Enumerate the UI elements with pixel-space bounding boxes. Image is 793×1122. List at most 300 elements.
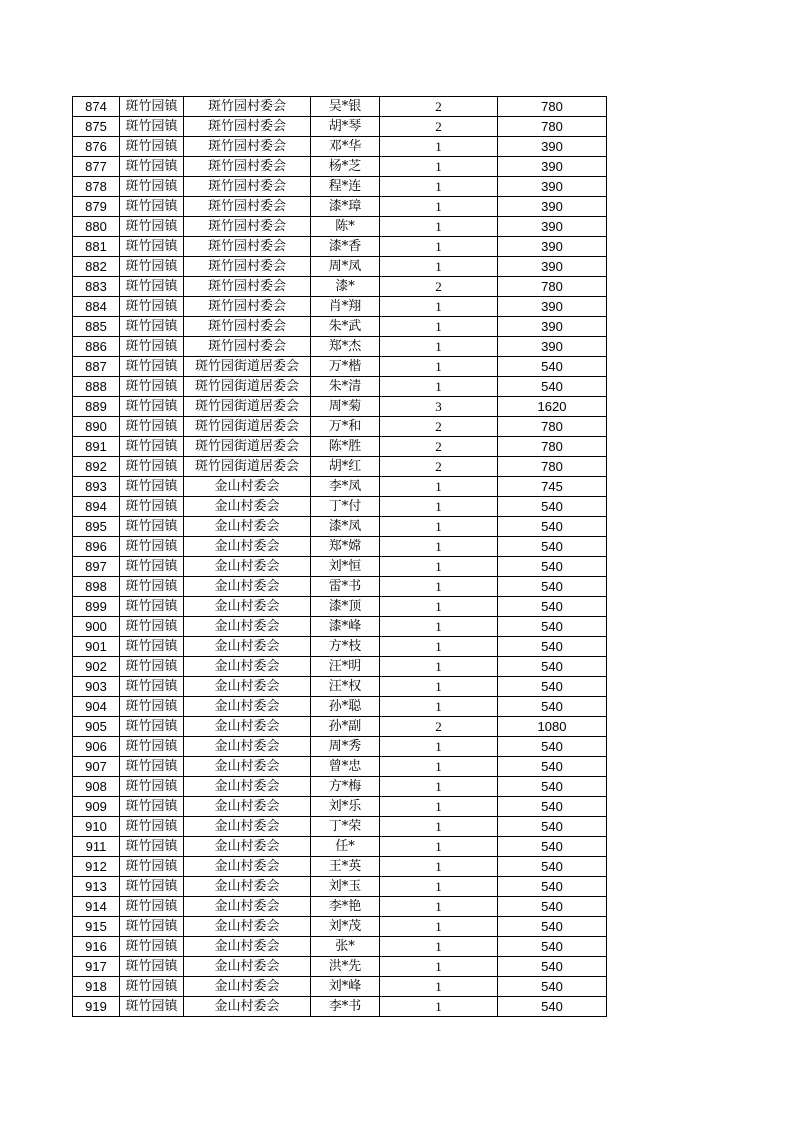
- name-cell: 漆*: [311, 277, 380, 297]
- row-number-cell: 917: [73, 957, 120, 977]
- row-number-cell: 880: [73, 217, 120, 237]
- amount-cell: 540: [498, 517, 607, 537]
- town-cell: 斑竹园镇: [120, 377, 184, 397]
- name-cell: 汪*权: [311, 677, 380, 697]
- table-row: [73, 857, 607, 877]
- committee-cell: 斑竹园街道居委会: [184, 397, 311, 417]
- name-cell: 方*梅: [311, 777, 380, 797]
- amount-cell: 1620: [498, 397, 607, 417]
- row-number-cell: 909: [73, 797, 120, 817]
- amount-cell: 540: [498, 657, 607, 677]
- table-row: [73, 97, 607, 117]
- table-row: [73, 417, 607, 437]
- amount-cell: 540: [498, 817, 607, 837]
- table-row: [73, 137, 607, 157]
- amount-cell: 540: [498, 357, 607, 377]
- row-number-cell: 904: [73, 697, 120, 717]
- table-row: [73, 657, 607, 677]
- amount-cell: 540: [498, 757, 607, 777]
- committee-cell: 金山村委会: [184, 777, 311, 797]
- row-number-cell: 898: [73, 577, 120, 597]
- name-cell: 朱*武: [311, 317, 380, 337]
- committee-cell: 金山村委会: [184, 517, 311, 537]
- committee-cell: 金山村委会: [184, 657, 311, 677]
- row-number-cell: 902: [73, 657, 120, 677]
- name-cell: 郑*嫦: [311, 537, 380, 557]
- amount-cell: 540: [498, 777, 607, 797]
- name-cell: 孙*聪: [311, 697, 380, 717]
- count-cell: 1: [380, 817, 498, 837]
- town-cell: 斑竹园镇: [120, 817, 184, 837]
- name-cell: 刘*恒: [311, 557, 380, 577]
- town-cell: 斑竹园镇: [120, 597, 184, 617]
- row-number-cell: 876: [73, 137, 120, 157]
- row-number-cell: 879: [73, 197, 120, 217]
- row-number-cell: 881: [73, 237, 120, 257]
- committee-cell: 金山村委会: [184, 577, 311, 597]
- town-cell: 斑竹园镇: [120, 437, 184, 457]
- amount-cell: 780: [498, 117, 607, 137]
- committee-cell: 斑竹园村委会: [184, 317, 311, 337]
- row-number-cell: 887: [73, 357, 120, 377]
- committee-cell: 斑竹园村委会: [184, 297, 311, 317]
- table-row: [73, 777, 607, 797]
- row-number-cell: 918: [73, 977, 120, 997]
- count-cell: 1: [380, 877, 498, 897]
- committee-cell: 金山村委会: [184, 497, 311, 517]
- name-cell: 方*枝: [311, 637, 380, 657]
- amount-cell: 540: [498, 957, 607, 977]
- table-row: [73, 977, 607, 997]
- count-cell: 1: [380, 237, 498, 257]
- town-cell: 斑竹园镇: [120, 957, 184, 977]
- row-number-cell: 905: [73, 717, 120, 737]
- count-cell: 1: [380, 677, 498, 697]
- count-cell: 1: [380, 157, 498, 177]
- table-row: [73, 237, 607, 257]
- count-cell: 1: [380, 357, 498, 377]
- row-number-cell: 884: [73, 297, 120, 317]
- count-cell: 1: [380, 857, 498, 877]
- name-cell: 刘*茂: [311, 917, 380, 937]
- committee-cell: 斑竹园村委会: [184, 217, 311, 237]
- town-cell: 斑竹园镇: [120, 417, 184, 437]
- amount-cell: 540: [498, 977, 607, 997]
- amount-cell: 540: [498, 877, 607, 897]
- amount-cell: 745: [498, 477, 607, 497]
- table-row: [73, 477, 607, 497]
- table-row: [73, 957, 607, 977]
- amount-cell: 390: [498, 197, 607, 217]
- name-cell: 任*: [311, 837, 380, 857]
- row-number-cell: 919: [73, 997, 120, 1017]
- row-number-cell: 912: [73, 857, 120, 877]
- table-row: [73, 677, 607, 697]
- table-row: [73, 157, 607, 177]
- row-number-cell: 877: [73, 157, 120, 177]
- row-number-cell: 913: [73, 877, 120, 897]
- count-cell: 1: [380, 977, 498, 997]
- amount-cell: 390: [498, 317, 607, 337]
- name-cell: 漆*香: [311, 237, 380, 257]
- committee-cell: 金山村委会: [184, 937, 311, 957]
- town-cell: 斑竹园镇: [120, 517, 184, 537]
- committee-cell: 金山村委会: [184, 797, 311, 817]
- amount-cell: 780: [498, 417, 607, 437]
- name-cell: 漆*凤: [311, 517, 380, 537]
- amount-cell: 540: [498, 637, 607, 657]
- name-cell: 丁*荣: [311, 817, 380, 837]
- amount-cell: 540: [498, 937, 607, 957]
- amount-cell: 540: [498, 677, 607, 697]
- count-cell: 1: [380, 757, 498, 777]
- committee-cell: 斑竹园村委会: [184, 137, 311, 157]
- count-cell: 1: [380, 497, 498, 517]
- name-cell: 杨*芝: [311, 157, 380, 177]
- count-cell: 1: [380, 377, 498, 397]
- town-cell: 斑竹园镇: [120, 137, 184, 157]
- town-cell: 斑竹园镇: [120, 457, 184, 477]
- count-cell: 1: [380, 297, 498, 317]
- town-cell: 斑竹园镇: [120, 117, 184, 137]
- name-cell: 邓*华: [311, 137, 380, 157]
- count-cell: 1: [380, 797, 498, 817]
- count-cell: 2: [380, 457, 498, 477]
- row-number-cell: 911: [73, 837, 120, 857]
- amount-cell: 540: [498, 597, 607, 617]
- amount-cell: 390: [498, 177, 607, 197]
- count-cell: 1: [380, 777, 498, 797]
- committee-cell: 金山村委会: [184, 737, 311, 757]
- count-cell: 1: [380, 937, 498, 957]
- count-cell: 2: [380, 117, 498, 137]
- table-row: [73, 717, 607, 737]
- town-cell: 斑竹园镇: [120, 237, 184, 257]
- committee-cell: 金山村委会: [184, 917, 311, 937]
- committee-cell: 金山村委会: [184, 997, 311, 1017]
- town-cell: 斑竹园镇: [120, 717, 184, 737]
- count-cell: 1: [380, 597, 498, 617]
- count-cell: 1: [380, 957, 498, 977]
- committee-cell: 斑竹园村委会: [184, 277, 311, 297]
- table-row: [73, 457, 607, 477]
- town-cell: 斑竹园镇: [120, 997, 184, 1017]
- town-cell: 斑竹园镇: [120, 657, 184, 677]
- name-cell: 陈*胜: [311, 437, 380, 457]
- amount-cell: 540: [498, 577, 607, 597]
- table-row: [73, 757, 607, 777]
- committee-cell: 金山村委会: [184, 477, 311, 497]
- count-cell: 1: [380, 257, 498, 277]
- amount-cell: 540: [498, 557, 607, 577]
- town-cell: 斑竹园镇: [120, 677, 184, 697]
- count-cell: 1: [380, 617, 498, 637]
- amount-cell: 390: [498, 337, 607, 357]
- count-cell: 1: [380, 917, 498, 937]
- count-cell: 1: [380, 737, 498, 757]
- count-cell: 1: [380, 137, 498, 157]
- row-number-cell: 878: [73, 177, 120, 197]
- committee-cell: 金山村委会: [184, 977, 311, 997]
- row-number-cell: 901: [73, 637, 120, 657]
- row-number-cell: 916: [73, 937, 120, 957]
- committee-cell: 斑竹园村委会: [184, 237, 311, 257]
- table-body: [73, 97, 607, 1017]
- table-row: [73, 437, 607, 457]
- amount-cell: 540: [498, 857, 607, 877]
- name-cell: 漆*峰: [311, 617, 380, 637]
- town-cell: 斑竹园镇: [120, 777, 184, 797]
- name-cell: 孙*副: [311, 717, 380, 737]
- town-cell: 斑竹园镇: [120, 697, 184, 717]
- committee-cell: 金山村委会: [184, 897, 311, 917]
- row-number-cell: 891: [73, 437, 120, 457]
- town-cell: 斑竹园镇: [120, 357, 184, 377]
- name-cell: 张*: [311, 937, 380, 957]
- table-row: [73, 697, 607, 717]
- count-cell: 1: [380, 517, 498, 537]
- committee-cell: 金山村委会: [184, 877, 311, 897]
- amount-cell: 780: [498, 97, 607, 117]
- committee-cell: 金山村委会: [184, 617, 311, 637]
- name-cell: 丁*付: [311, 497, 380, 517]
- town-cell: 斑竹园镇: [120, 177, 184, 197]
- row-number-cell: 907: [73, 757, 120, 777]
- count-cell: 2: [380, 277, 498, 297]
- name-cell: 程*连: [311, 177, 380, 197]
- amount-cell: 540: [498, 997, 607, 1017]
- name-cell: 陈*: [311, 217, 380, 237]
- row-number-cell: 910: [73, 817, 120, 837]
- row-number-cell: 903: [73, 677, 120, 697]
- amount-cell: 540: [498, 917, 607, 937]
- town-cell: 斑竹园镇: [120, 797, 184, 817]
- row-number-cell: 893: [73, 477, 120, 497]
- town-cell: 斑竹园镇: [120, 297, 184, 317]
- table-row: [73, 357, 607, 377]
- table-row: [73, 377, 607, 397]
- amount-cell: 390: [498, 217, 607, 237]
- town-cell: 斑竹园镇: [120, 577, 184, 597]
- name-cell: 肖*翔: [311, 297, 380, 317]
- data-table: [72, 96, 607, 1017]
- name-cell: 周*菊: [311, 397, 380, 417]
- amount-cell: 540: [498, 837, 607, 857]
- name-cell: 周*凤: [311, 257, 380, 277]
- table-row: [73, 837, 607, 857]
- town-cell: 斑竹园镇: [120, 497, 184, 517]
- name-cell: 胡*琴: [311, 117, 380, 137]
- committee-cell: 斑竹园街道居委会: [184, 377, 311, 397]
- town-cell: 斑竹园镇: [120, 97, 184, 117]
- committee-cell: 斑竹园村委会: [184, 197, 311, 217]
- name-cell: 胡*红: [311, 457, 380, 477]
- name-cell: 漆*顶: [311, 597, 380, 617]
- committee-cell: 斑竹园街道居委会: [184, 457, 311, 477]
- amount-cell: 390: [498, 157, 607, 177]
- amount-cell: 390: [498, 137, 607, 157]
- count-cell: 1: [380, 177, 498, 197]
- town-cell: 斑竹园镇: [120, 337, 184, 357]
- town-cell: 斑竹园镇: [120, 837, 184, 857]
- table-row: [73, 557, 607, 577]
- committee-cell: 金山村委会: [184, 817, 311, 837]
- row-number-cell: 882: [73, 257, 120, 277]
- name-cell: 万*和: [311, 417, 380, 437]
- amount-cell: 780: [498, 437, 607, 457]
- row-number-cell: 874: [73, 97, 120, 117]
- count-cell: 2: [380, 97, 498, 117]
- name-cell: 洪*先: [311, 957, 380, 977]
- table-row: [73, 277, 607, 297]
- name-cell: 周*秀: [311, 737, 380, 757]
- row-number-cell: 899: [73, 597, 120, 617]
- amount-cell: 540: [498, 897, 607, 917]
- name-cell: 朱*清: [311, 377, 380, 397]
- table-row: [73, 897, 607, 917]
- committee-cell: 斑竹园村委会: [184, 257, 311, 277]
- row-number-cell: 883: [73, 277, 120, 297]
- table-row: [73, 257, 607, 277]
- count-cell: 1: [380, 197, 498, 217]
- name-cell: 刘*乐: [311, 797, 380, 817]
- table-row: [73, 817, 607, 837]
- town-cell: 斑竹园镇: [120, 537, 184, 557]
- table-row: [73, 537, 607, 557]
- count-cell: 3: [380, 397, 498, 417]
- count-cell: 1: [380, 697, 498, 717]
- count-cell: 1: [380, 577, 498, 597]
- committee-cell: 金山村委会: [184, 697, 311, 717]
- town-cell: 斑竹园镇: [120, 757, 184, 777]
- name-cell: 李*艳: [311, 897, 380, 917]
- table-row: [73, 317, 607, 337]
- amount-cell: 540: [498, 737, 607, 757]
- row-number-cell: 915: [73, 917, 120, 937]
- row-number-cell: 908: [73, 777, 120, 797]
- name-cell: 王*英: [311, 857, 380, 877]
- count-cell: 1: [380, 837, 498, 857]
- name-cell: 郑*杰: [311, 337, 380, 357]
- name-cell: 刘*玉: [311, 877, 380, 897]
- row-number-cell: 896: [73, 537, 120, 557]
- table-row: [73, 217, 607, 237]
- table-row: [73, 637, 607, 657]
- row-number-cell: 886: [73, 337, 120, 357]
- table-row: [73, 337, 607, 357]
- row-number-cell: 890: [73, 417, 120, 437]
- count-cell: 1: [380, 337, 498, 357]
- committee-cell: 金山村委会: [184, 537, 311, 557]
- amount-cell: 540: [498, 537, 607, 557]
- row-number-cell: 875: [73, 117, 120, 137]
- count-cell: 1: [380, 897, 498, 917]
- committee-cell: 斑竹园街道居委会: [184, 417, 311, 437]
- table-row: [73, 517, 607, 537]
- committee-cell: 金山村委会: [184, 557, 311, 577]
- table-row: [73, 597, 607, 617]
- committee-cell: 金山村委会: [184, 857, 311, 877]
- row-number-cell: 888: [73, 377, 120, 397]
- table-row: [73, 877, 607, 897]
- town-cell: 斑竹园镇: [120, 917, 184, 937]
- table-row: [73, 577, 607, 597]
- amount-cell: 1080: [498, 717, 607, 737]
- name-cell: 万*楷: [311, 357, 380, 377]
- row-number-cell: 892: [73, 457, 120, 477]
- table-row: [73, 797, 607, 817]
- town-cell: 斑竹园镇: [120, 617, 184, 637]
- town-cell: 斑竹园镇: [120, 477, 184, 497]
- amount-cell: 540: [498, 377, 607, 397]
- committee-cell: 斑竹园街道居委会: [184, 357, 311, 377]
- count-cell: 1: [380, 217, 498, 237]
- row-number-cell: 914: [73, 897, 120, 917]
- town-cell: 斑竹园镇: [120, 217, 184, 237]
- committee-cell: 金山村委会: [184, 637, 311, 657]
- town-cell: 斑竹园镇: [120, 257, 184, 277]
- name-cell: 吴*银: [311, 97, 380, 117]
- count-cell: 1: [380, 317, 498, 337]
- name-cell: 汪*明: [311, 657, 380, 677]
- table-row: [73, 397, 607, 417]
- name-cell: 漆*璋: [311, 197, 380, 217]
- committee-cell: 斑竹园村委会: [184, 177, 311, 197]
- name-cell: 李*书: [311, 997, 380, 1017]
- count-cell: 1: [380, 477, 498, 497]
- committee-cell: 斑竹园村委会: [184, 157, 311, 177]
- count-cell: 1: [380, 997, 498, 1017]
- table-row: [73, 997, 607, 1017]
- table-row: [73, 937, 607, 957]
- name-cell: 李*凤: [311, 477, 380, 497]
- amount-cell: 390: [498, 257, 607, 277]
- amount-cell: 540: [498, 797, 607, 817]
- table-row: [73, 917, 607, 937]
- town-cell: 斑竹园镇: [120, 937, 184, 957]
- town-cell: 斑竹园镇: [120, 197, 184, 217]
- name-cell: 雷*书: [311, 577, 380, 597]
- amount-cell: 540: [498, 617, 607, 637]
- count-cell: 1: [380, 657, 498, 677]
- committee-cell: 金山村委会: [184, 957, 311, 977]
- amount-cell: 390: [498, 297, 607, 317]
- table-row: [73, 197, 607, 217]
- count-cell: 2: [380, 417, 498, 437]
- committee-cell: 金山村委会: [184, 677, 311, 697]
- count-cell: 1: [380, 537, 498, 557]
- town-cell: 斑竹园镇: [120, 877, 184, 897]
- row-number-cell: 894: [73, 497, 120, 517]
- town-cell: 斑竹园镇: [120, 897, 184, 917]
- committee-cell: 金山村委会: [184, 837, 311, 857]
- town-cell: 斑竹园镇: [120, 157, 184, 177]
- row-number-cell: 906: [73, 737, 120, 757]
- table-row: [73, 617, 607, 637]
- row-number-cell: 895: [73, 517, 120, 537]
- town-cell: 斑竹园镇: [120, 277, 184, 297]
- amount-cell: 390: [498, 237, 607, 257]
- name-cell: 曾*忠: [311, 757, 380, 777]
- town-cell: 斑竹园镇: [120, 397, 184, 417]
- count-cell: 2: [380, 717, 498, 737]
- committee-cell: 金山村委会: [184, 597, 311, 617]
- town-cell: 斑竹园镇: [120, 857, 184, 877]
- amount-cell: 780: [498, 457, 607, 477]
- town-cell: 斑竹园镇: [120, 557, 184, 577]
- table-row: [73, 737, 607, 757]
- committee-cell: 斑竹园村委会: [184, 97, 311, 117]
